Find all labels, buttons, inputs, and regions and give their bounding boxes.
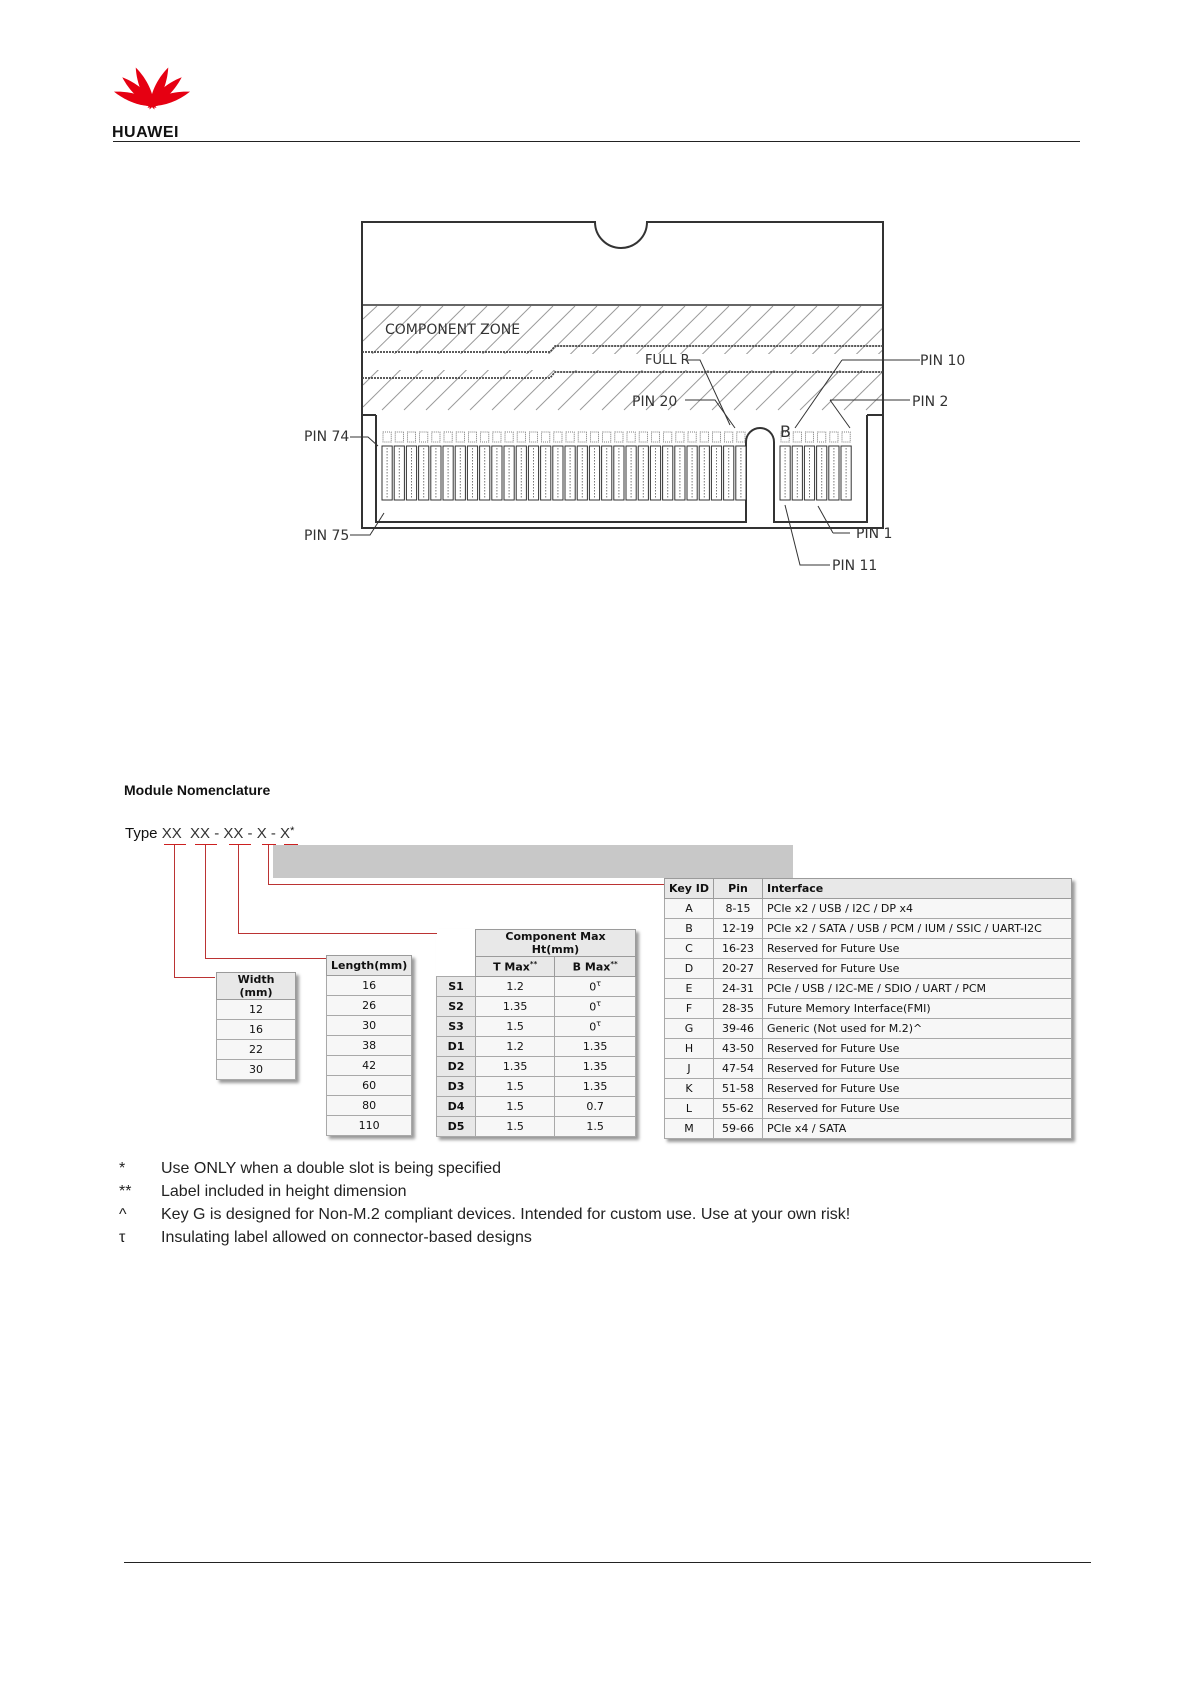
- key-interface: Reserved for Future Use: [763, 1059, 1072, 1079]
- key-row: [665, 1019, 1072, 1039]
- footnote-text: Key G is designed for Non-M.2 compliant devices. Intended for custom use. Use at your own risk!: [161, 1206, 851, 1223]
- huawei-logo: [112, 58, 192, 123]
- key-pin: 16-23: [714, 939, 763, 959]
- section-title: Module Nomenclature: [124, 782, 271, 798]
- key-interface: PCIe x2 / USB / I2C / DP x4: [763, 899, 1072, 919]
- width-value: 22: [217, 1040, 296, 1060]
- footnote-symbol: **: [119, 1183, 132, 1200]
- key-id: M: [665, 1119, 714, 1139]
- height-row-id: S2: [437, 997, 476, 1017]
- key-row: [665, 1079, 1072, 1099]
- tmax-value: 1.2: [476, 977, 555, 997]
- bmax-value: 1.35: [555, 1057, 636, 1077]
- length-value: 16: [327, 976, 412, 996]
- key-id: F: [665, 999, 714, 1019]
- tmax-value: 1.5: [476, 1017, 555, 1037]
- key-id-header: Key ID: [665, 879, 714, 899]
- bmax-value: 1.5: [555, 1117, 636, 1137]
- tmax-value: 1.35: [476, 1057, 555, 1077]
- key-row: [665, 1119, 1072, 1139]
- key-id: G: [665, 1019, 714, 1039]
- key-interface: PCIe x2 / SATA / USB / PCM / IUM / SSIC / UART-I2C: [763, 919, 1072, 939]
- length-table: [326, 955, 412, 1136]
- length-value: 42: [327, 1056, 412, 1076]
- type-code-value: XX XX - XX - X - X: [161, 825, 291, 842]
- pin-header: Pin: [714, 879, 763, 899]
- key-b-label: B: [780, 422, 791, 441]
- height-row: [437, 1117, 636, 1137]
- height-row: [437, 1017, 636, 1037]
- footnote-symbol: *: [119, 1160, 126, 1177]
- key-pin: 20-27: [714, 959, 763, 979]
- height-row-id: D1: [437, 1037, 476, 1057]
- key-row: [665, 999, 1072, 1019]
- length-value: 80: [327, 1096, 412, 1116]
- type-code: [125, 825, 294, 842]
- height-row-id: S3: [437, 1017, 476, 1037]
- length-value: 110: [327, 1116, 412, 1136]
- height-row-id: S1: [437, 977, 476, 997]
- key-id: J: [665, 1059, 714, 1079]
- bmax-value: 1.35: [555, 1037, 636, 1057]
- key-pin: 51-58: [714, 1079, 763, 1099]
- key-interface: Generic (Not used for M.2)^: [763, 1019, 1072, 1039]
- tmax-value: 1.5: [476, 1077, 555, 1097]
- footnote: [119, 1229, 532, 1247]
- type-prefix: Type: [125, 825, 162, 842]
- bmax-value: $0^\tau$: [555, 977, 636, 997]
- key-row: [665, 919, 1072, 939]
- height-row-id: D2: [437, 1057, 476, 1077]
- key-interface: Reserved for Future Use: [763, 1079, 1072, 1099]
- height-row: [437, 977, 636, 997]
- key-id: K: [665, 1079, 714, 1099]
- tmax-value: 1.5: [476, 1117, 555, 1137]
- key-id: E: [665, 979, 714, 999]
- tau-marker: τ: [596, 1019, 602, 1029]
- pin11-label: PIN 11: [832, 558, 878, 574]
- footnote: [119, 1160, 501, 1178]
- interface-header: Interface: [763, 879, 1072, 899]
- key-id: B: [665, 919, 714, 939]
- key-interface: Future Memory Interface(FMI): [763, 999, 1072, 1019]
- key-row: [665, 979, 1072, 999]
- brand-name: HUAWEI: [112, 124, 179, 141]
- key-interface: PCIe x4 / SATA: [763, 1119, 1072, 1139]
- length-header: Length(mm): [327, 956, 412, 976]
- length-value: 38: [327, 1036, 412, 1056]
- height-table: [436, 929, 636, 1137]
- key-id: A: [665, 899, 714, 919]
- leader-key: [268, 845, 667, 885]
- key-interface: PCIe / USB / I2C-ME / SDIO / UART / PCM: [763, 979, 1072, 999]
- height-row-id: D4: [437, 1097, 476, 1117]
- header-rule: [113, 141, 1080, 142]
- m2-edge-connector-diagram: [290, 210, 966, 590]
- bmax-value: 1.35: [555, 1077, 636, 1097]
- tmax-value: 1.2: [476, 1037, 555, 1057]
- height-row-id: D3: [437, 1077, 476, 1097]
- tmax-value: 1.35: [476, 997, 555, 1017]
- footnote-symbol: ^: [119, 1206, 127, 1223]
- key-row: [665, 959, 1072, 979]
- footnote-text: Use ONLY when a double slot is being specified: [161, 1160, 502, 1177]
- bmax-header: B Max**: [555, 957, 636, 977]
- height-header: Component Max Ht(mm): [476, 930, 636, 957]
- height-row: [437, 1077, 636, 1097]
- key-id: H: [665, 1039, 714, 1059]
- key-id: L: [665, 1099, 714, 1119]
- key-row: [665, 1039, 1072, 1059]
- key-pin: 39-46: [714, 1019, 763, 1039]
- length-value: 60: [327, 1076, 412, 1096]
- key-pin: 12-19: [714, 919, 763, 939]
- footnote: [119, 1183, 407, 1201]
- key-row: [665, 1099, 1072, 1119]
- key-pin: 47-54: [714, 1059, 763, 1079]
- key-pin: 8-15: [714, 899, 763, 919]
- key-pin: 24-31: [714, 979, 763, 999]
- width-value: 16: [217, 1020, 296, 1040]
- width-value: 12: [217, 1000, 296, 1020]
- footer-rule: [124, 1562, 1091, 1563]
- tmax-header: T Max**: [476, 957, 555, 977]
- key-interface: Reserved for Future Use: [763, 1039, 1072, 1059]
- key-id: D: [665, 959, 714, 979]
- key-row: [665, 939, 1072, 959]
- pin74-label: PIN 74: [304, 429, 350, 445]
- key-pin: 43-50: [714, 1039, 763, 1059]
- tau-marker: τ: [596, 999, 602, 1009]
- tau-marker: τ: [596, 979, 602, 989]
- height-row-id: D5: [437, 1117, 476, 1137]
- key-pin: 59-66: [714, 1119, 763, 1139]
- width-value: 30: [217, 1060, 296, 1080]
- key-pin: 28-35: [714, 999, 763, 1019]
- width-header: Width (mm): [217, 973, 296, 1000]
- key-id: C: [665, 939, 714, 959]
- tmax-value: 1.5: [476, 1097, 555, 1117]
- height-row: [437, 1037, 636, 1057]
- key-pin: 55-62: [714, 1099, 763, 1119]
- bmax-value: $0^\tau$: [555, 1017, 636, 1037]
- type-star: *: [290, 825, 295, 837]
- length-value: 30: [327, 1016, 412, 1036]
- pin10-label: PIN 10: [920, 353, 966, 369]
- full-r-label: FULL R: [645, 353, 690, 368]
- key-interface: Reserved for Future Use: [763, 939, 1072, 959]
- height-row: [437, 1097, 636, 1117]
- pin75-label: PIN 75: [304, 528, 350, 544]
- key-interface: Reserved for Future Use: [763, 1099, 1072, 1119]
- bmax-value: 0.7: [555, 1097, 636, 1117]
- length-value: 26: [327, 996, 412, 1016]
- footnote-text: Insulating label allowed on connector-based designs: [161, 1229, 532, 1246]
- footnote: [119, 1206, 850, 1224]
- pin20-label: PIN 20: [632, 394, 678, 410]
- key-row: [665, 1059, 1072, 1079]
- component-zone-label: COMPONENT ZONE: [385, 322, 521, 338]
- pin2-label: PIN 2: [912, 394, 949, 410]
- bmax-value: $0^\tau$: [555, 997, 636, 1017]
- pin1-label: PIN 1: [856, 526, 893, 542]
- footnote-symbol: τ: [119, 1229, 126, 1246]
- width-table: [216, 972, 296, 1080]
- footnote-text: Label included in height dimension: [161, 1183, 407, 1200]
- height-row: [437, 1057, 636, 1077]
- key-interface: Reserved for Future Use: [763, 959, 1072, 979]
- key-row: [665, 899, 1072, 919]
- key-id-table: [664, 878, 1072, 1139]
- height-row: [437, 997, 636, 1017]
